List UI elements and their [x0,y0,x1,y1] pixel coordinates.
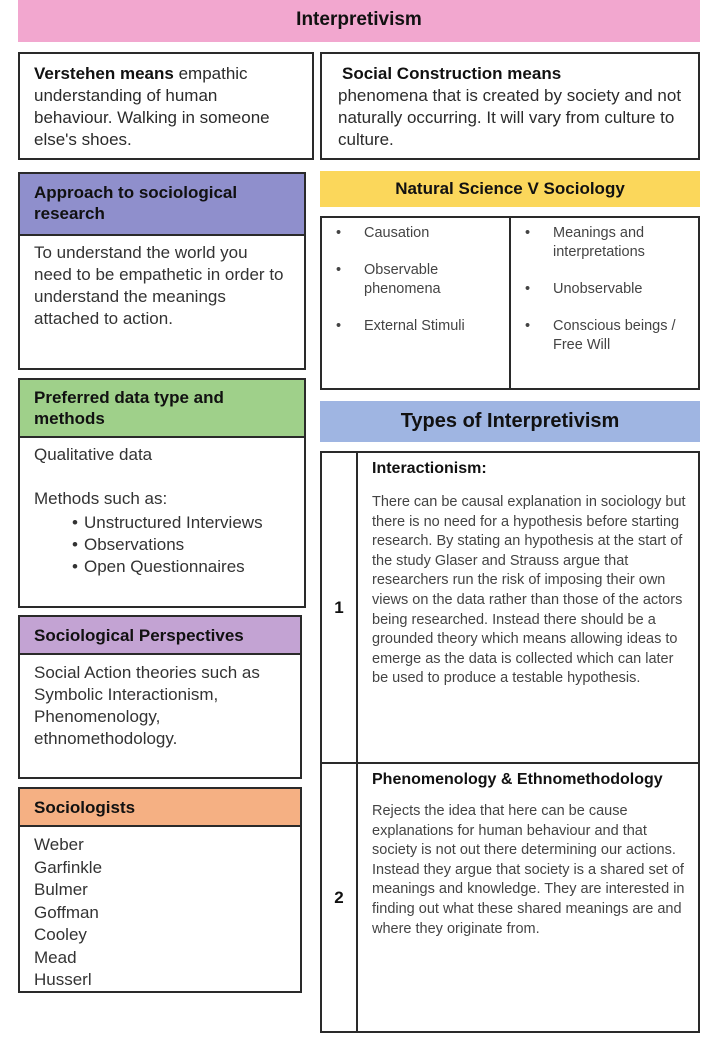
list-item: • External Stimuli [336,318,465,334]
list-item: • Open Questionnaires [72,556,290,578]
natural-science-column [322,218,509,388]
list-item: • Unobservable [525,281,643,297]
types-table [320,451,700,1033]
preferred-box [18,378,306,608]
row-text: There can be causal explanation in sociology but there is no need for a hypothesis before starting research. By stating an hypothesis at the start of the study Glaser and Strauss argue that researchers run the risk of imposing their own views on the data rather than those of the actors being researched. Instead there should be a grounded theory which means allowing ideas to emerge as the data is collected which can later be used to produce a testable hypothesis. [372,494,686,687]
list-item: Husserl [34,970,92,989]
list-item: Goffman [34,902,99,922]
row-number: 2 [322,764,358,1031]
social-construction-box [320,52,700,160]
perspectives-heading: Sociological Perspectives [20,617,300,655]
row-title: Interactionism: [372,460,487,477]
natural-science-table [320,216,700,390]
verstehen-text: empathic understanding of human behaviour. Walking in someone else's shoes. [34,64,270,149]
perspectives-text: Social Action theories such as Symbolic Interactionism, Phenomenology, ethnomethodology. [34,663,260,748]
table-row [322,453,698,762]
list-item: • Meanings and interpretations [525,225,645,260]
table-row [322,762,698,1031]
approach-heading: Approach to sociological research [20,174,304,236]
sociology-column [509,218,698,388]
list-item: • Unstructured Interviews [72,512,290,534]
list-item: Garfinkle [34,857,103,877]
preferred-heading: Preferred data type and methods [20,380,304,438]
list-item: Bulmer [34,880,88,899]
methods-list [34,512,290,578]
row-title: Phenomenology & Ethnomethodology [372,771,663,788]
list-item: • Conscious beings / Free Will [525,318,676,353]
list-item: Mead [34,947,77,967]
list-item: • Causation [336,225,430,241]
list-item: • Observable phenomena [336,262,441,297]
page-title: Interpretivism [18,0,700,42]
list-item: Weber [34,835,84,854]
list-item: Cooley [34,925,87,944]
verstehen-term: Verstehen means [34,64,174,83]
types-heading: Types of Interpretivism [320,401,700,442]
row-number: 1 [322,453,358,762]
list-item: • Observations [72,534,290,556]
verstehen-box [18,52,314,160]
sociologists-box [18,787,302,993]
preferred-data-type: Qualitative data [34,445,153,464]
approach-text: To understand the world you need to be empathetic in order to understand the meanings attached to action. [34,243,284,328]
row-text: Rejects the idea that here can be cause explanations for human behaviour and that society is not out there determining our actions. Instead they argue that society is a shared set of meanings and knowledge. They are interested in finding out what these shared meanings are and where they originate from. [372,803,685,937]
natural-science-heading: Natural Science V Sociology [320,171,700,207]
social-construction-term: Social Construction means [342,64,562,83]
methods-intro: Methods such as: [34,489,168,508]
sociologists-heading: Sociologists [20,789,300,827]
perspectives-box [18,615,302,779]
social-construction-text: phenomena that is created by society and not naturally occurring. It will vary from culture to culture. [338,86,682,149]
approach-box [18,172,306,370]
